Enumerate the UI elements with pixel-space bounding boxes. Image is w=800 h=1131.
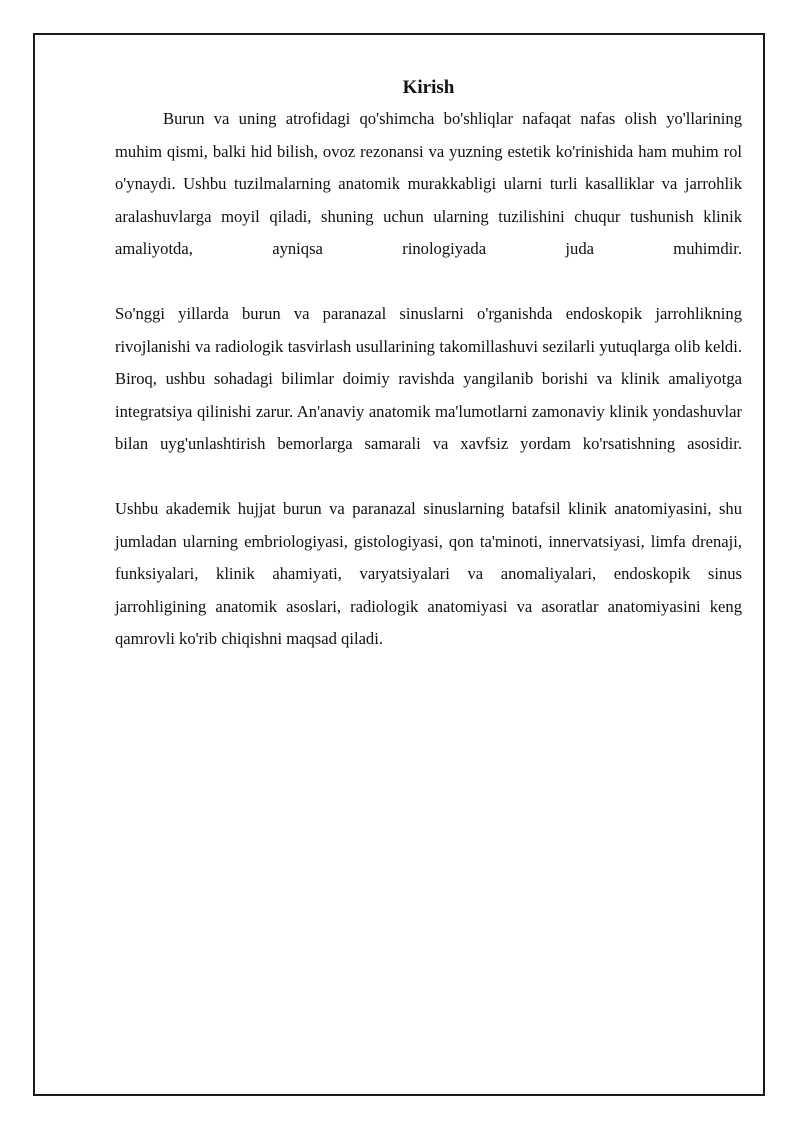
paragraph-recent-advances: So'nggi yillarda burun va paranazal sinuslarni o'rganishda endoskopik jarrohlikning rivojlanishi va radiologik tasvirlash usullarining takomillashuvi sezilarli yutuqlarga olib keldi. Biroq, ushbu sohadagi bilimlar doimiy ravishda yangilanib borishi va klinik amaliyotga integratsiya qilinishi zarur. An'anaviy anatomik ma'lumotlarni zamonaviy klinik yondashuvlar bilan uyg'unlashtirish bemorlarga samarali va xavfsiz yordam ko'rsatishning asosidir. <box>115 304 742 453</box>
document-title: Kirish <box>402 77 455 98</box>
paragraph-spacer <box>115 461 742 494</box>
document-body <box>115 75 742 656</box>
paragraph-introduction: Burun va uning atrofidagi qo'shimcha bo'shliqlar nafaqat nafas olish yo'llarining muhim qismi, balki hid bilish, ovoz rezonansi va yuzning estetik ko'rinishida ham muhim rol o'ynaydi. Ushbu tuzilmalarning anatomik murakkabligi ularni turli kasalliklar va jarrohlik aralashuvlarga moyil qiladi, shuning uchun ularning tuzilishini chuqur tushunish klinik amaliyotda, ayniqsa rinologiyada juda muhimdir. <box>115 109 742 258</box>
paragraph-spacer <box>115 266 742 299</box>
paragraph-document-scope: Ushbu akademik hujjat burun va paranazal sinuslarning batafsil klinik anatomiyasini, shu jumladan ularning embriologiyasi, gistologiyasi, qon ta'minoti, innervatsiyasi, limfa drenaji, funksiyalari, klinik ahamiyati, varyatsiyalari va anomaliyalari, endoskopik sinus jarrohligining anatomik asoslari, radiologik anatomiyasi va asoratlar anatomiyasini keng qamrovli ko'rib chiqishni maqsad qiladi. <box>115 499 742 648</box>
